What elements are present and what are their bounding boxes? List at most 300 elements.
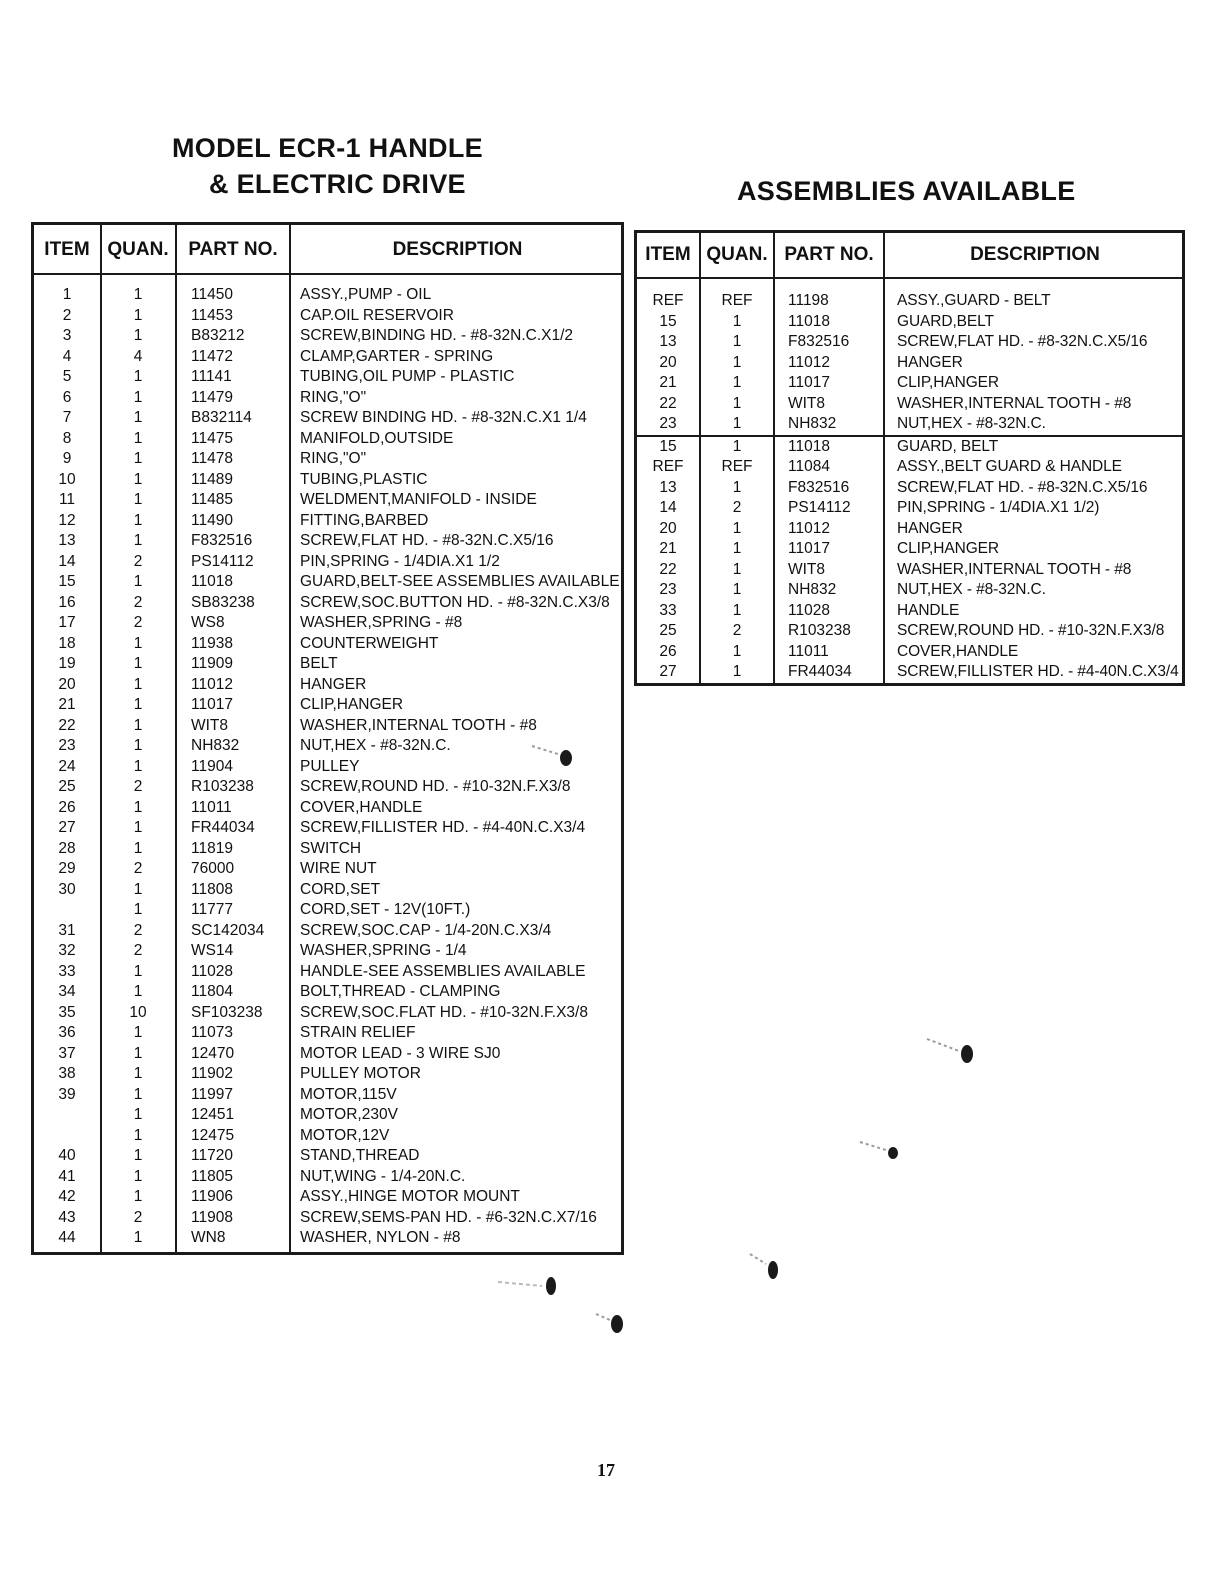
table-row (34, 1105, 621, 1126)
table-row (637, 560, 1182, 581)
table-row (34, 1146, 621, 1167)
description: MOTOR,115V (300, 1085, 397, 1103)
quantity: 1 (732, 394, 742, 412)
quantity: 1 (732, 437, 742, 455)
table-row (34, 941, 621, 962)
column-header-description: DESCRIPTION (392, 238, 523, 260)
quantity: 4 (133, 347, 143, 365)
quantity: 1 (133, 450, 143, 467)
part-number: 11904 (191, 757, 233, 775)
item-number: 22 (659, 560, 677, 578)
description: CAP.OIL RESERVOIR (300, 306, 454, 324)
table-row (34, 982, 621, 1003)
part-number: 11017 (788, 374, 830, 391)
description: COUNTERWEIGHT (300, 634, 439, 652)
description: SCREW,SEMS-PAN HD. - #6-32N.C.X7/16 (300, 1208, 597, 1226)
table-row (34, 798, 621, 819)
part-number: 11475 (191, 429, 233, 447)
table-row (637, 353, 1182, 374)
description: SCREW,FILLISTER HD. - #4-40N.C.X3/4 (300, 819, 586, 836)
table-row (34, 552, 621, 573)
table-row (34, 531, 621, 552)
description: CLIP,HANGER (300, 696, 404, 713)
table-row (637, 312, 1182, 333)
quantity: 1 (133, 573, 143, 590)
quantity: 2 (133, 860, 143, 877)
item-number: 27 (58, 819, 76, 836)
item-number: 13 (659, 478, 677, 496)
part-number: 11018 (788, 437, 830, 455)
quantity: 1 (732, 374, 742, 391)
table-row (34, 367, 621, 388)
quantity: 1 (133, 737, 143, 754)
table-row (34, 921, 621, 942)
item-number: 42 (58, 1188, 76, 1205)
part-number: 11028 (191, 962, 233, 980)
quantity: 2 (133, 614, 143, 631)
part-number: F832516 (788, 478, 850, 496)
quantity: 1 (133, 880, 143, 898)
model-title-line1: MODEL ECR-1 HANDLE (172, 133, 483, 163)
item-number: 23 (659, 415, 677, 432)
part-number: 11489 (191, 470, 233, 488)
part-number: 11018 (191, 573, 233, 590)
ink-smudge (496, 1274, 562, 1300)
quantity: 2 (133, 1208, 143, 1226)
part-number: 76000 (191, 860, 235, 877)
description: ASSY.,HINGE MOTOR MOUNT (300, 1188, 520, 1205)
part-number: 11017 (191, 696, 233, 713)
item-number: 18 (58, 634, 76, 652)
item-number: 19 (58, 655, 76, 672)
part-number: 12470 (191, 1044, 235, 1062)
table-row (637, 642, 1182, 663)
table-row (34, 470, 621, 491)
part-number: 12475 (191, 1126, 235, 1144)
description: HANDLE (897, 601, 960, 619)
part-number: NH832 (191, 737, 240, 754)
description: NUT,HEX - #8-32N.C. (897, 581, 1046, 598)
table-row (34, 880, 621, 901)
quantity: 1 (732, 601, 742, 619)
item-number: 36 (58, 1024, 76, 1041)
item-number: 20 (58, 675, 76, 693)
quantity: 2 (133, 942, 143, 959)
table-row (637, 601, 1182, 622)
description: CLIP,HANGER (897, 540, 999, 557)
quantity: 1 (133, 819, 143, 836)
description: RING,"O" (300, 388, 367, 406)
description: PULLEY MOTOR (300, 1065, 421, 1082)
description: SCREW,SOC.FLAT HD. - #10-32N.F.X3/8 (300, 1003, 588, 1021)
quantity: 1 (133, 368, 143, 385)
quantity: 2 (732, 622, 742, 639)
quantity: REF (721, 292, 753, 309)
table-row (34, 716, 621, 737)
description: MOTOR,230V (300, 1106, 398, 1123)
quantity: 1 (133, 798, 143, 816)
table-row (34, 900, 621, 921)
table-row (34, 1228, 621, 1249)
ink-smudge (748, 1250, 782, 1282)
part-number: PS14112 (191, 552, 254, 570)
quantity: 1 (133, 983, 143, 1000)
table-row (34, 326, 621, 347)
quantity: 2 (133, 593, 143, 611)
quantity: 1 (732, 581, 742, 598)
table-row (34, 859, 621, 880)
part-number: B83212 (191, 327, 245, 344)
quantity: 2 (133, 778, 143, 795)
table-row (637, 437, 1182, 458)
quantity: 1 (732, 519, 742, 537)
table-row (637, 539, 1182, 560)
description: SCREW,FLAT HD. - #8-32N.C.X5/16 (897, 478, 1148, 496)
description: SCREW,SOC.BUTTON HD. - #8-32N.C.X3/8 (300, 593, 610, 611)
table-row (34, 1003, 621, 1024)
table-row (34, 695, 621, 716)
quantity: 1 (133, 429, 143, 447)
part-number: 11805 (191, 1167, 233, 1185)
description: TUBING,PLASTIC (300, 470, 428, 488)
header-divider (34, 273, 621, 275)
header-divider (637, 277, 1182, 279)
column-header-quan: QUAN. (107, 238, 169, 260)
item-number: REF (652, 458, 684, 475)
quantity: 1 (133, 1167, 143, 1185)
table-row (637, 662, 1182, 683)
part-number: 11073 (191, 1024, 233, 1041)
ink-smudge (858, 1138, 902, 1162)
part-number: 11028 (788, 601, 830, 619)
description: NUT,WING - 1/4-20N.C. (300, 1167, 466, 1185)
part-number: 11011 (788, 642, 829, 660)
item-number: 15 (659, 437, 677, 455)
table-row (34, 408, 621, 429)
part-number: 11084 (788, 458, 830, 475)
item-number: 4 (62, 347, 72, 365)
description: CLAMP,GARTER - SPRING (300, 347, 494, 365)
quantity: 1 (133, 388, 143, 406)
table-row (637, 414, 1182, 435)
part-number: WS8 (191, 614, 225, 631)
part-number: 11808 (191, 880, 233, 898)
quantity: 1 (133, 634, 143, 652)
quantity: 1 (133, 306, 143, 324)
quantity: 2 (133, 552, 143, 570)
quantity: 1 (732, 663, 742, 680)
item-number: 20 (659, 353, 677, 371)
quantity: 1 (133, 1126, 143, 1144)
part-number: 11819 (191, 839, 233, 857)
model-title-line2: & ELECTRIC DRIVE (209, 169, 466, 199)
part-number: F832516 (191, 532, 253, 549)
part-number: WS14 (191, 942, 234, 959)
part-number: 11198 (788, 292, 829, 309)
part-number: WIT8 (788, 560, 826, 578)
description: SCREW,ROUND HD. - #10-32N.F.X3/8 (300, 778, 571, 795)
description: SCREW,FILLISTER HD. - #4-40N.C.X3/4 (897, 663, 1179, 680)
table-row (34, 285, 621, 306)
description: MOTOR,12V (300, 1126, 390, 1144)
table-row (34, 572, 621, 593)
ink-smudge (594, 1310, 628, 1336)
ink-smudge (925, 1035, 977, 1067)
part-number: 11906 (191, 1188, 233, 1205)
part-number: 11997 (191, 1085, 233, 1103)
part-number: WIT8 (191, 716, 229, 734)
table-row (34, 634, 621, 655)
part-number: SF103238 (191, 1003, 263, 1021)
item-number: 29 (58, 860, 76, 877)
description: SCREW,FLAT HD. - #8-32N.C.X5/16 (300, 532, 554, 549)
quantity: 1 (133, 1229, 143, 1246)
table-row (637, 332, 1182, 353)
quantity: 1 (133, 696, 143, 713)
table-row (637, 498, 1182, 519)
description: WASHER,INTERNAL TOOTH - #8 (300, 716, 537, 734)
description: ASSY.,PUMP - OIL (300, 286, 432, 303)
item-number: 40 (58, 1147, 76, 1164)
item-number: REF (652, 292, 684, 309)
description: NUT,HEX - #8-32N.C. (897, 415, 1046, 432)
table-row (34, 1085, 621, 1106)
table-row (34, 1187, 621, 1208)
part-number: R103238 (191, 778, 254, 795)
item-number: 35 (58, 1003, 76, 1021)
part-number: 11472 (191, 347, 233, 365)
part-number: 11017 (788, 540, 830, 557)
table-row (34, 839, 621, 860)
part-number: WN8 (191, 1229, 226, 1246)
item-number: 24 (58, 757, 76, 775)
part-number: 11141 (191, 368, 232, 385)
table-row (637, 373, 1182, 394)
description: SWITCH (300, 839, 362, 857)
item-number: 5 (62, 368, 72, 385)
description: CORD,SET (300, 880, 381, 898)
description: PULLEY (300, 757, 360, 775)
part-number: 11720 (191, 1147, 233, 1164)
quantity: 1 (133, 1024, 143, 1041)
table-row (637, 621, 1182, 642)
part-number: 11908 (191, 1208, 233, 1226)
description: MOTOR LEAD - 3 WIRE SJ0 (300, 1044, 501, 1062)
description: GUARD,BELT (897, 312, 994, 330)
description: ASSY.,BELT GUARD & HANDLE (897, 458, 1122, 475)
item-number: 14 (659, 499, 677, 516)
quantity: 1 (133, 1065, 143, 1082)
quantity: 10 (129, 1003, 147, 1021)
assemblies-title: ASSEMBLIES AVAILABLE (737, 176, 1076, 206)
table-row (34, 449, 621, 470)
part-number: 12451 (191, 1106, 235, 1123)
page-number: 17 (597, 1460, 615, 1480)
item-number: 33 (659, 601, 677, 619)
quantity: 1 (133, 1044, 143, 1062)
part-number: FR44034 (788, 663, 852, 680)
part-number: 11902 (191, 1065, 233, 1082)
table-row (34, 1064, 621, 1085)
quantity: 1 (133, 1188, 143, 1205)
quantity: 1 (133, 757, 143, 775)
parts-list-table (31, 222, 624, 1255)
item-number: 26 (659, 642, 677, 660)
part-number: SB83238 (191, 593, 255, 611)
description: MANIFOLD,OUTSIDE (300, 429, 454, 447)
quantity: 1 (133, 901, 143, 918)
item-number: 31 (58, 921, 76, 939)
description: WASHER,INTERNAL TOOTH - #8 (897, 560, 1132, 578)
item-number: 23 (659, 581, 677, 598)
description: WASHER, NYLON - #8 (300, 1229, 461, 1246)
description: HANDLE-SEE ASSEMBLIES AVAILABLE (300, 962, 586, 980)
quantity: 1 (133, 511, 143, 529)
item-number: 39 (58, 1085, 76, 1103)
part-number: 11012 (788, 353, 830, 371)
quantity: 1 (133, 1147, 143, 1164)
assemblies-table (634, 230, 1185, 686)
quantity: 1 (732, 560, 742, 578)
description: SCREW BINDING HD. - #8-32N.C.X1 1/4 (300, 409, 587, 426)
item-number: 13 (58, 532, 76, 549)
ink-smudge (530, 742, 576, 768)
item-number: 11 (58, 491, 76, 508)
part-number: 11012 (191, 675, 233, 693)
table-row (34, 1167, 621, 1188)
description: SCREW,SOC.CAP - 1/4-20N.C.X3/4 (300, 921, 552, 939)
description: GUARD,BELT-SEE ASSEMBLIES AVAILABLE (300, 573, 620, 590)
item-number: 16 (58, 593, 76, 611)
quantity: 1 (133, 491, 143, 508)
quantity: 1 (732, 415, 742, 432)
item-number: 23 (58, 737, 76, 754)
table-row (34, 1126, 621, 1147)
item-number: 21 (58, 696, 76, 713)
quantity: REF (721, 458, 753, 475)
item-number: 21 (659, 540, 677, 557)
part-number: F832516 (788, 333, 850, 350)
table-header (34, 225, 621, 275)
description: SCREW,ROUND HD. - #10-32N.F.X3/8 (897, 622, 1165, 639)
description: COVER,HANDLE (897, 642, 1019, 660)
item-number: 43 (58, 1208, 76, 1226)
item-number: 13 (659, 333, 677, 350)
description: TUBING,OIL PUMP - PLASTIC (300, 368, 515, 385)
item-number: 25 (58, 778, 76, 795)
item-number: 26 (58, 798, 76, 816)
item-number: 38 (58, 1065, 76, 1082)
item-number: 22 (659, 394, 677, 412)
description: SCREW,FLAT HD. - #8-32N.C.X5/16 (897, 333, 1148, 350)
item-number: 33 (58, 962, 76, 980)
part-number: SC142034 (191, 921, 265, 939)
table-row (34, 675, 621, 696)
description: BELT (300, 655, 338, 672)
table-row (34, 429, 621, 450)
part-number: 11804 (191, 983, 233, 1000)
description: ASSY.,GUARD - BELT (897, 292, 1051, 309)
item-number: 30 (58, 880, 76, 898)
item-number: 28 (58, 839, 76, 857)
table-row (34, 1208, 621, 1229)
column-header-part-no: PART NO. (188, 238, 278, 260)
description: PIN,SPRING - 1/4DIA.X1 1/2) (897, 499, 1100, 516)
part-number: 11909 (191, 655, 233, 672)
quantity: 1 (732, 478, 742, 496)
part-number: NH832 (788, 581, 837, 598)
quantity: 1 (732, 642, 742, 660)
quantity: 2 (133, 921, 143, 939)
table-header (637, 233, 1182, 277)
description: RING,"O" (300, 450, 367, 467)
description: HANGER (897, 353, 963, 371)
part-number: NH832 (788, 415, 837, 432)
part-number: 11011 (191, 798, 232, 816)
quantity: 1 (133, 327, 143, 344)
table-row (637, 580, 1182, 601)
table-row (637, 291, 1182, 312)
item-number: 17 (58, 614, 76, 631)
table-row (34, 1044, 621, 1065)
quantity: 2 (732, 499, 742, 516)
part-number: 11012 (788, 519, 830, 537)
part-number: 11018 (788, 312, 830, 330)
description: HANGER (897, 519, 963, 537)
item-number: 12 (58, 511, 76, 529)
quantity: 1 (133, 655, 143, 672)
item-number: 21 (659, 374, 677, 391)
item-number: 44 (58, 1229, 76, 1246)
table-row (34, 613, 621, 634)
column-header-quan: QUAN. (706, 243, 768, 265)
table-row (34, 388, 621, 409)
part-number: 11479 (191, 388, 233, 406)
description: COVER,HANDLE (300, 798, 423, 816)
description: WELDMENT,MANIFOLD - INSIDE (300, 491, 537, 508)
table-row (34, 777, 621, 798)
table-row (34, 654, 621, 675)
table-row (34, 306, 621, 327)
table-row (34, 962, 621, 983)
quantity: 1 (732, 540, 742, 557)
item-number: 9 (62, 450, 72, 467)
part-number: 11450 (191, 286, 233, 303)
description: PIN,SPRING - 1/4DIA.X1 1/2 (300, 552, 500, 570)
item-number: 22 (58, 716, 76, 734)
description: BOLT,THREAD - CLAMPING (300, 983, 501, 1000)
table-row (34, 347, 621, 368)
table-row (34, 511, 621, 532)
item-number: 15 (58, 573, 76, 590)
table-row (637, 457, 1182, 478)
item-number: 6 (62, 388, 72, 406)
table-row (637, 478, 1182, 499)
description: CORD,SET - 12V(10FT.) (300, 901, 471, 918)
item-number: 34 (58, 983, 76, 1000)
quantity: 1 (133, 409, 143, 426)
quantity: 1 (133, 962, 143, 980)
description: STAND,THREAD (300, 1147, 420, 1164)
table-row (34, 490, 621, 511)
part-number: 11490 (191, 511, 233, 529)
column-header-description: DESCRIPTION (970, 243, 1100, 265)
quantity: 1 (133, 1085, 143, 1103)
quantity: 1 (133, 675, 143, 693)
item-number: 10 (58, 470, 76, 488)
quantity: 1 (732, 333, 742, 350)
item-number: 25 (659, 622, 677, 639)
